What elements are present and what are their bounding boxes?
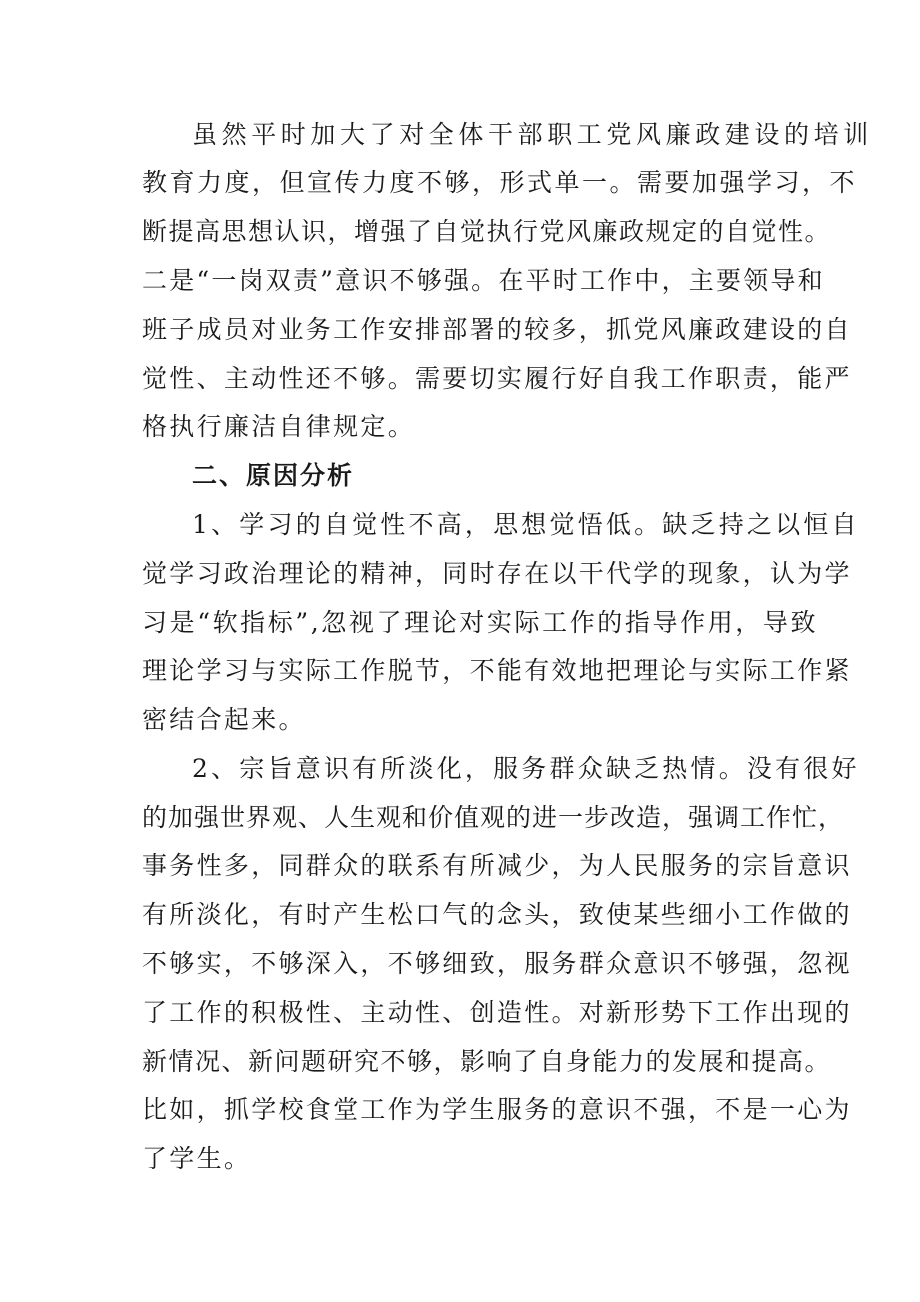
section-heading: [0, 456, 920, 496]
text-line: [0, 310, 920, 350]
text-line: [0, 163, 920, 203]
text-line: [0, 944, 920, 984]
line-text: 习是“软指标”,忽视了理论对实际工作的指导作用，导致: [142, 608, 819, 637]
line-text: 班子成员对业务工作安排部署的较多，抓党风廉政建设的自: [142, 315, 852, 344]
line-text: 了工作的积极性、主动性、创造性。对新形势下工作出现的: [142, 998, 852, 1027]
text-line: [0, 1090, 920, 1130]
text-line: [0, 1139, 920, 1179]
line-text: 事务性多，同群众的联系有所减少，为人民服务的宗旨意识: [142, 851, 852, 880]
heading-text: 二、原因分析: [192, 461, 355, 490]
text-line: [0, 554, 920, 594]
line-text: 新情况、新问题研究不够，影响了自身能力的发展和提高。: [142, 1047, 832, 1076]
line-text: 觉学习政治理论的精神，同时存在以干代学的现象，认为学: [142, 559, 852, 588]
line-text: 理论学习与实际工作脱节，不能有效地把理论与实际工作紧: [142, 656, 852, 685]
text-line: [0, 505, 920, 545]
text-line: [0, 798, 920, 838]
line-text: 觉性、主动性还不够。需要切实履行好自我工作职责，能严: [142, 364, 852, 393]
text-line: [0, 115, 920, 155]
line-text: 断提高思想认识，增强了自觉执行党风廉政规定的自觉性。: [142, 217, 832, 246]
text-line: [0, 603, 920, 643]
text-line: [0, 261, 920, 301]
line-text: 有所淡化，有时产生松口气的念头，致使某些细小工作做的: [142, 900, 852, 929]
line-text: 二是“一岗双责”意识不够强。在平时工作中，主要领导和: [142, 266, 825, 295]
line-text: 了学生。: [142, 1144, 252, 1173]
text-line: [0, 993, 920, 1033]
text-line: [0, 700, 920, 740]
line-text: 密结合起来。: [142, 705, 306, 734]
text-line: [0, 1042, 920, 1082]
line-text: 教育力度，但宣传力度不够，形式单一。需要加强学习，不: [142, 168, 858, 197]
line-text: 2、宗旨意识有所淡化，服务群众缺乏热情。没有很好: [192, 754, 860, 783]
line-text: 虽然平时加大了对全体干部职工党风廉政建设的培训: [192, 120, 873, 149]
line-text: 的加强世界观、人生观和价值观的进一步改造，强调工作忙，: [142, 803, 845, 832]
text-line: [0, 749, 920, 789]
text-line: [0, 212, 920, 252]
line-text: 格执行廉洁自律规定。: [142, 412, 416, 441]
line-text: 1、学习的自觉性不高，思想觉悟低。缺乏持之以恒自: [192, 510, 860, 539]
line-text: 比如，抓学校食堂工作为学生服务的意识不强，不是一心为: [142, 1095, 852, 1124]
text-line: [0, 651, 920, 691]
text-line: [0, 407, 920, 447]
text-line: [0, 359, 920, 399]
text-line: [0, 846, 920, 886]
text-line: [0, 895, 920, 935]
line-text: 不够实，不够深入，不够细致，服务群众意识不够强，忽视: [142, 949, 852, 978]
